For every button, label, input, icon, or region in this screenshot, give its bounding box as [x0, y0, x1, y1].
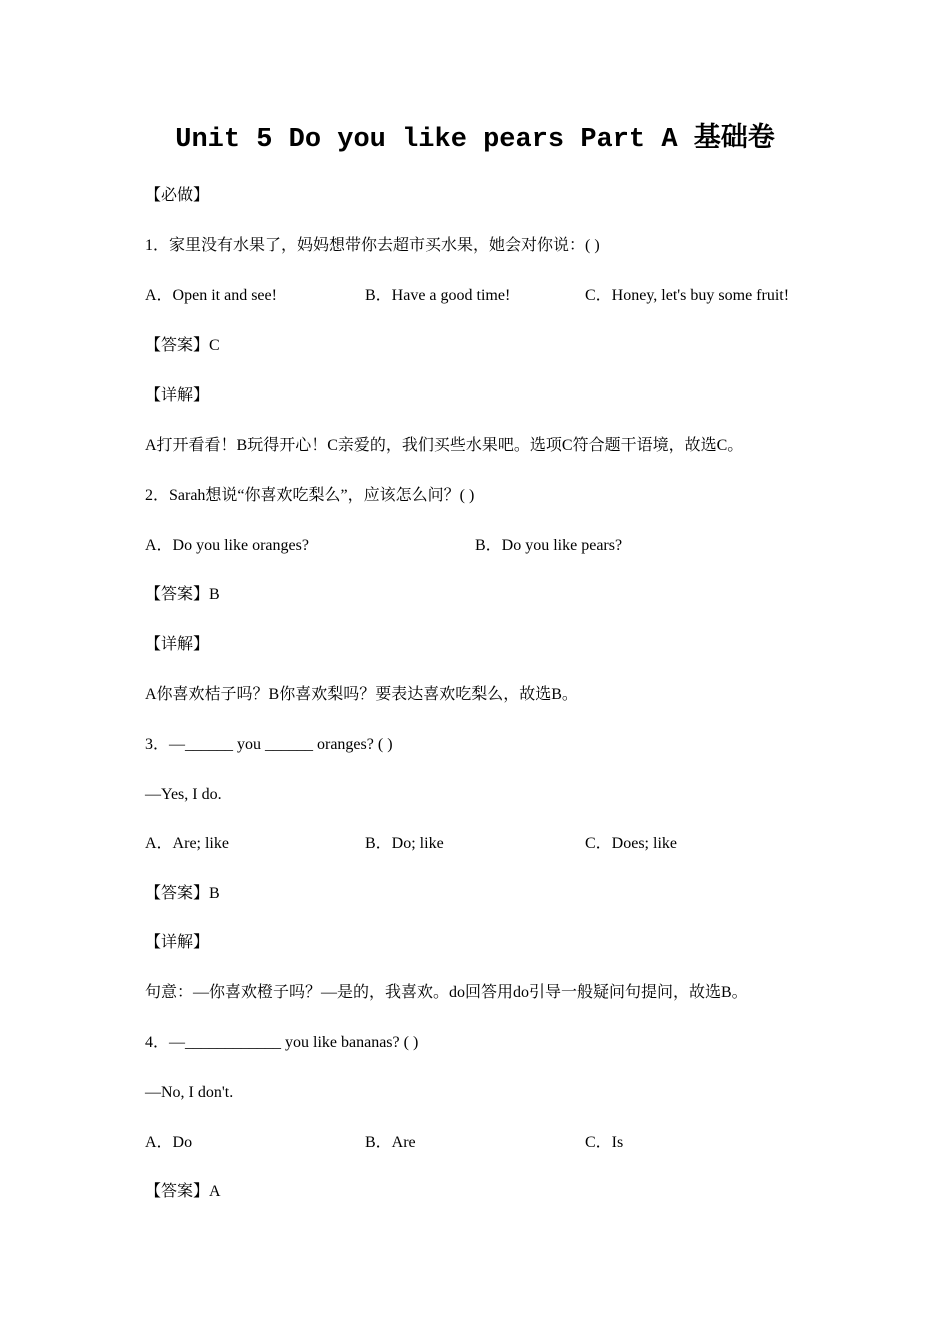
answer-label: 【答案】	[145, 1183, 210, 1200]
question-4-stem: 4．—____________ you like bananas? ( )	[145, 1034, 419, 1051]
question-3-stem: 3．—______ you ______ oranges? ( )	[145, 736, 393, 753]
page-title: Unit 5 Do you like pears Part A 基础卷	[175, 125, 775, 155]
question-1-option-a: A．Open it and see!	[145, 287, 277, 304]
question-2-option-a: A．Do you like oranges?	[145, 537, 309, 554]
answer-value: A	[209, 1183, 221, 1200]
question-4-option-b: B．Are	[365, 1134, 416, 1151]
question-1-stem: 1．家里没有水果了，妈妈想带你去超市买水果，她会对你说：( )	[145, 237, 600, 254]
question-4-answer	[145, 1180, 221, 1204]
question-3-reply: —Yes, I do.	[145, 786, 222, 803]
question-2-option-b: B．Do you like pears?	[475, 537, 623, 554]
question-2-detail-label: 【详解】	[145, 636, 210, 653]
question-3-option-b: B．Do; like	[365, 835, 444, 852]
answer-value: C	[209, 337, 220, 354]
question-2-stem: 2．Sarah想说“你喜欢吃梨么”，应该怎么问？( )	[145, 487, 475, 504]
question-1-detail-label: 【详解】	[145, 387, 210, 404]
question-3-explanation: 句意：—你喜欢橙子吗？—是的，我喜欢。do回答用do引导一般疑问句提问，故选B。	[145, 984, 748, 1001]
question-1-answer	[145, 334, 220, 358]
section-label: 【必做】	[145, 187, 210, 204]
question-2-explanation: A你喜欢桔子吗？B你喜欢梨吗？要表达喜欢吃梨么，故选B。	[145, 686, 578, 703]
question-4-option-a: A．Do	[145, 1134, 193, 1151]
question-1-option-c: C．Honey, let's buy some fruit!	[585, 287, 790, 304]
question-3-option-a: A．Are; like	[145, 835, 229, 852]
answer-label: 【答案】	[145, 337, 210, 354]
question-4-reply: —No, I don't.	[145, 1084, 234, 1101]
question-3-answer	[145, 882, 220, 906]
answer-label: 【答案】	[145, 885, 210, 902]
question-1-explanation: A打开看看！B玩得开心！C亲爱的，我们买些水果吧。选项C符合题干语境，故选C。	[145, 437, 744, 454]
answer-value: B	[209, 586, 220, 603]
question-4-option-c: C．Is	[585, 1134, 624, 1151]
answer-label: 【答案】	[145, 586, 210, 603]
question-3-option-c: C．Does; like	[585, 835, 677, 852]
question-3-detail-label: 【详解】	[145, 934, 210, 951]
question-2-answer	[145, 583, 220, 607]
answer-value: B	[209, 885, 220, 902]
question-1-option-b: B．Have a good time!	[365, 287, 511, 304]
